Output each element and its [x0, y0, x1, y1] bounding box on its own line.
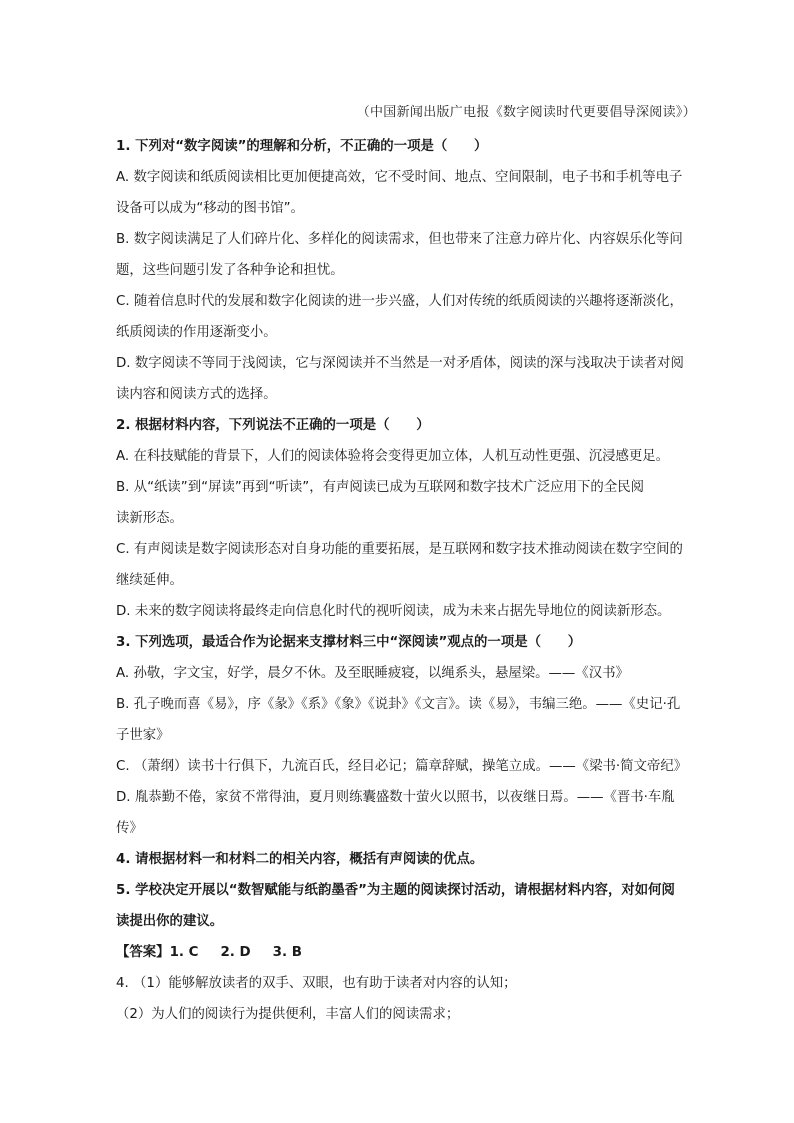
question-5-stem-line1: 5. 学校决定开展以“数智赋能与纸韵墨香”为主题的阅读探讨活动，请根据材料内容，对如何阅 [116, 883, 675, 898]
question-3-stem: 3. 下列选项，最适合作为论据来支撑材料三中“深阅读”观点的一项是（ ） [116, 635, 582, 650]
question-5-stem-line2: 读提出你的建议。 [116, 914, 224, 929]
answer-item-3: 3. B [272, 945, 302, 960]
answer-key [116, 937, 700, 968]
q1-option-b-line2: 题，这些问题引发了各种争论和担忧。 [116, 263, 344, 278]
answer-label: 【答案】 [116, 945, 170, 960]
q1-option-c-line2: 纸质阅读的作用逐渐变小。 [116, 325, 277, 340]
source-citation: （中国新闻出版广电报《数字阅读时代更要倡导深阅读》） [356, 105, 696, 120]
question-1-stem: 1. 下列对“数字阅读”的理解和分析，不正确的一项是（ ） [116, 139, 488, 154]
q1-option-d-line1: D. 数字阅读不等同于浅阅读，它与深阅读并不当然是一对矛盾体，阅读的深与浅取决于读者对阅 [116, 356, 684, 371]
q1-option-b-line1: B. 数字阅读满足了人们碎片化、多样化的阅读需求，但也带来了注意力碎片化、内容娱乐化等问 [116, 232, 683, 247]
q2-option-c-line2: 继续延伸。 [116, 573, 183, 588]
q3-option-b-line2: 子世家》 [116, 728, 170, 743]
q3-option-a: A. 孙敬，字文宝，好学，晨夕不休。及至眠睡疲寝，以绳系头，悬屋梁。——《汉书》 [116, 666, 629, 681]
q2-option-d: D. 未来的数字阅读将最终走向信息化时代的视听阅读，成为未来占据先导地位的阅读新形态。 [116, 604, 671, 619]
q1-option-a-line1: A. 数字阅读和纸质阅读相比更加便捷高效，它不受时间、地点、空间限制，电子书和手机等电子 [116, 170, 683, 185]
answer-4-line2: （2）为人们的阅读行为提供便利，丰富人们的阅读需求； [116, 1007, 460, 1022]
q2-option-c-line1: C. 有声阅读是数字阅读形态对自身功能的重要拓展，是互联网和数字技术推动阅读在数字空间的 [116, 542, 683, 557]
q1-option-c-line1: C. 随着信息时代的发展和数字化阅读的进一步兴盛，人们对传统的纸质阅读的兴趣将逐渐淡化， [116, 294, 683, 309]
q3-option-c: C. （萧纲）读书十行俱下，九流百氏，经目必记；篇章辞赋，操笔立成。——《梁书·简文帝纪》 [116, 759, 688, 774]
answer-item-2: 2. D [220, 945, 251, 960]
q3-option-d-line2: 传》 [116, 821, 143, 836]
q2-option-a: A. 在科技赋能的背景下，人们的阅读体验将会变得更加立体，人机互动性更强、沉浸感更足。 [116, 449, 670, 464]
question-4-stem: 4. 请根据材料一和材料二的相关内容，概括有声阅读的优点。 [116, 852, 484, 867]
q3-option-b-line1: B. 孔子晚而喜《易》，序《彖》《系》《象》《说卦》《文言》。读《易》，韦编三绝。——《史记·孔 [116, 697, 681, 712]
q1-option-d-line2: 读内容和阅读方式的选择。 [116, 387, 277, 402]
content-body [116, 131, 700, 1030]
answer-4-line1: 4. （1）能够解放读者的双手、双眼，也有助于读者对内容的认知； [116, 976, 517, 991]
answer-item-1: 1. C [169, 945, 199, 960]
q2-option-b-line1: B. 从“纸读”到“屏读”再到“听读”，有声阅读已成为互联网和数字技术广泛应用下的全民阅 [116, 480, 644, 495]
q1-option-a-line2: 设备可以成为“移动的图书馆”。 [116, 201, 304, 216]
q3-option-d-line1: D. 胤恭勤不倦，家贫不常得油，夏月则练囊盛数十萤火以照书，以夜继日焉。——《晋书·车胤 [116, 790, 675, 805]
question-2-stem: 2. 根据材料内容，下列说法不正确的一项是（ ） [116, 418, 430, 433]
q2-option-b-line2: 读新形态。 [116, 511, 183, 526]
